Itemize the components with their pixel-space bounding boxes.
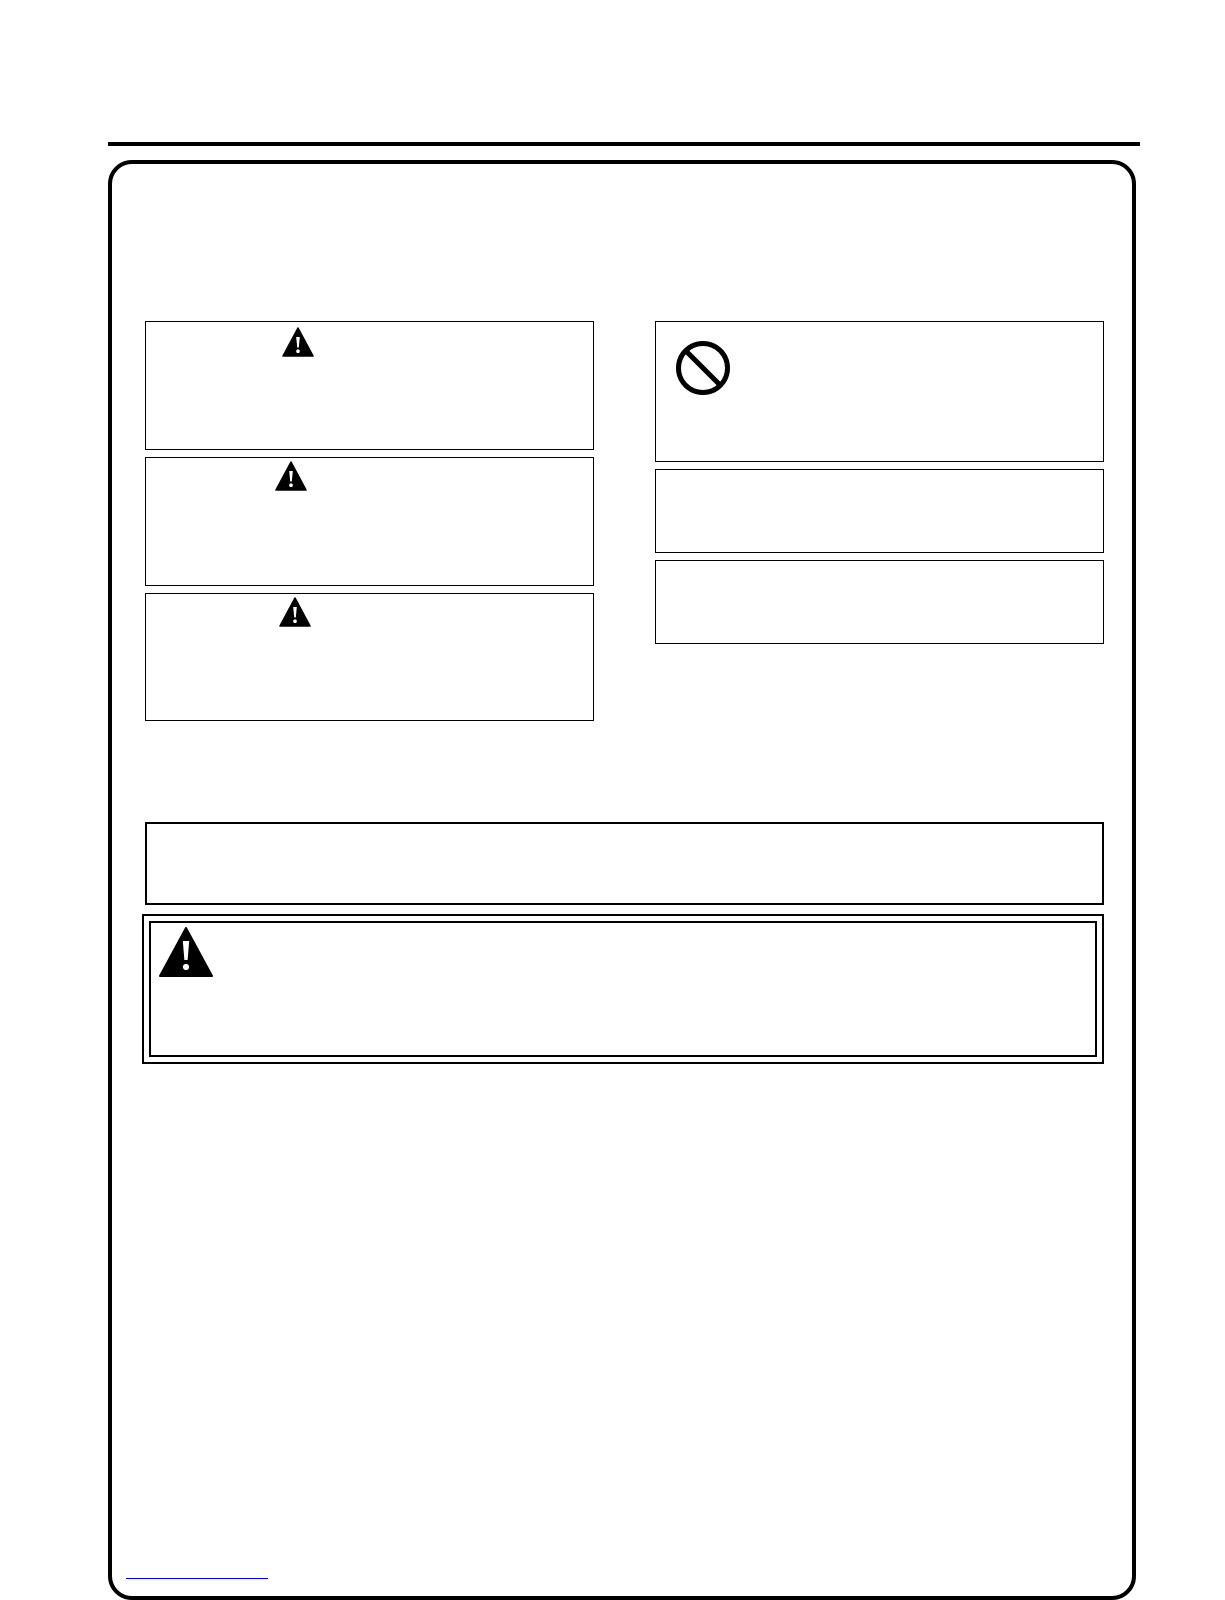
warning-box-caution xyxy=(145,593,594,721)
warning-box-warning xyxy=(145,457,594,586)
warning-triangle-icon xyxy=(158,926,214,978)
important-warning-inner-frame xyxy=(149,921,1097,1057)
warning-triangle-icon xyxy=(279,597,311,627)
warning-box-danger xyxy=(145,321,594,450)
warning-triangle-icon xyxy=(282,327,314,357)
prohibited-box xyxy=(655,321,1104,462)
prohibited-circle-icon xyxy=(674,339,732,397)
footer-link[interactable] xyxy=(126,1566,268,1579)
top-rule xyxy=(108,142,1140,146)
important-warning-box xyxy=(142,914,1104,1064)
notice-box-1 xyxy=(655,469,1104,553)
notice-box-2 xyxy=(655,560,1104,644)
warning-triangle-icon xyxy=(275,461,307,491)
wide-notice-box xyxy=(145,822,1104,905)
